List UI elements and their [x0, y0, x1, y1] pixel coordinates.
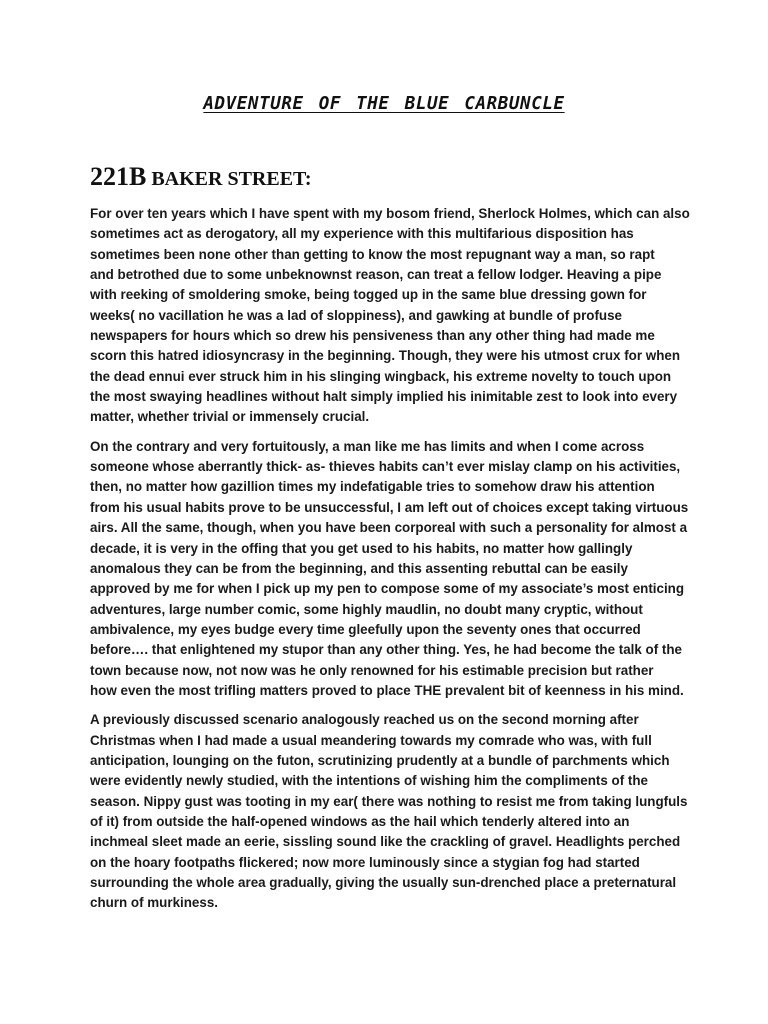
- document-title: ADVENTURE OF THE BLUE CARBUNCLE: [203, 94, 565, 114]
- heading-address-number: 221B: [90, 162, 147, 191]
- section-heading: [90, 162, 312, 192]
- text-line: surrounding the whole area gradually, giving the usually sun-drenched place a preternatural: [90, 875, 677, 890]
- text-line: sometimes been none other than getting to know the most repugnant way a man, so rapt: [90, 246, 655, 262]
- text-line: scorn this hatred idiosyncrasy in the beginning. Though, they were his utmost crux for when: [90, 348, 681, 364]
- text-line: from his usual habits prove to be unsuccessful, I am left out of choices except taking virtuous: [90, 499, 689, 515]
- paragraph: [90, 710, 690, 913]
- text-line: anomalous they can be from the beginning, and this assenting rebuttal can be easily: [90, 560, 628, 576]
- text-line: the dead ennui ever struck him in his slinging wingback, his extreme novelty to touch upon: [90, 368, 672, 384]
- text-line: decade, it is very in the offing that you get used to his habits, no matter how gallingly: [90, 540, 633, 556]
- text-line: A previously discussed scenario analogously reached us on the second morning after: [90, 712, 639, 728]
- text-line: anticipation, lounging on the futon, scrutinizing prudently at a bundle of parchments which: [90, 752, 670, 768]
- text-line: and betrothed due to some unbeknownst reason, can treat a fellow lodger. Heaving a pipe: [90, 267, 662, 283]
- paragraph: [90, 437, 690, 701]
- text-line: churn of murkiness.: [90, 895, 218, 911]
- text-line: weeks( no vacillation he was a lad of sloppiness), and gawking at bundle of profuse: [90, 307, 623, 323]
- text-line: then, no matter how gazillion times my indefatigable tries to somehow draw his attention: [90, 479, 655, 495]
- text-line: town because now, not now was he only renowned for his estimable precision but rather: [90, 662, 654, 678]
- text-line: of it) from outside the half-opened windows as the hail which tenderly altered into an: [90, 813, 630, 829]
- paragraph: [90, 204, 690, 428]
- body-text: [90, 204, 690, 923]
- text-line: before…. that enlightened my stupor than any other thing. Yes, he had become the talk of the: [90, 642, 682, 658]
- heading-street-name: BAKER STREET:: [146, 168, 312, 190]
- text-line: newspapers for hours which so drew his pensiveness than any other thing had made me: [90, 328, 655, 344]
- text-line: airs. All the same, though, when you have been corporeal with such a personality for almost a: [90, 520, 688, 536]
- text-line: on the hoary footpaths flickered; now more luminously since a stygian fog had started: [90, 854, 640, 870]
- text-line: with reeking of smoldering smoke, being togged up in the same blue dressing gown for: [90, 287, 647, 303]
- text-line: On the contrary and very fortuitously, a man like me has limits and when I come across: [90, 438, 645, 454]
- text-line: were evidently newly studied, with the intentions of wishing him the compliments of the: [90, 773, 648, 789]
- text-line: inchmeal sleet made an eerie, sissling sound like the crackling of gravel. Headlights perched: [90, 834, 681, 850]
- text-line: how even the most trifling matters proved to place THE prevalent bit of keenness in his mind.: [90, 682, 684, 698]
- text-line: approved by me for when I pick up my pen to compose some of my associate’s most enticing: [90, 581, 685, 597]
- text-line: Christmas when I had made a usual meandering towards my comrade who was, with full: [90, 732, 652, 748]
- text-line: someone whose aberrantly thick- as- thieves habits can’t ever mislay clamp on his activities,: [90, 459, 681, 475]
- text-line: ambivalence, my eyes budge every time gleefully upon the seventy ones that occurred: [90, 621, 641, 637]
- text-line: matter, whether trivial or immensely crucial.: [90, 409, 370, 425]
- text-line: adventures, large number comic, some highly maudlin, no doubt many cryptic, without: [90, 601, 643, 617]
- text-line: season. Nippy gust was tooting in my ear( there was nothing to resist me from taking lungfuls: [90, 793, 688, 809]
- text-line: For over ten years which I have spent with my bosom friend, Sherlock Holmes, which can also: [90, 206, 690, 221]
- text-line: sometimes act as derogatory, all my experience with this multifarious disposition has: [90, 226, 634, 242]
- text-line: the most swaying headlines without halt simply implied his inimitable zest to look into every: [90, 389, 678, 405]
